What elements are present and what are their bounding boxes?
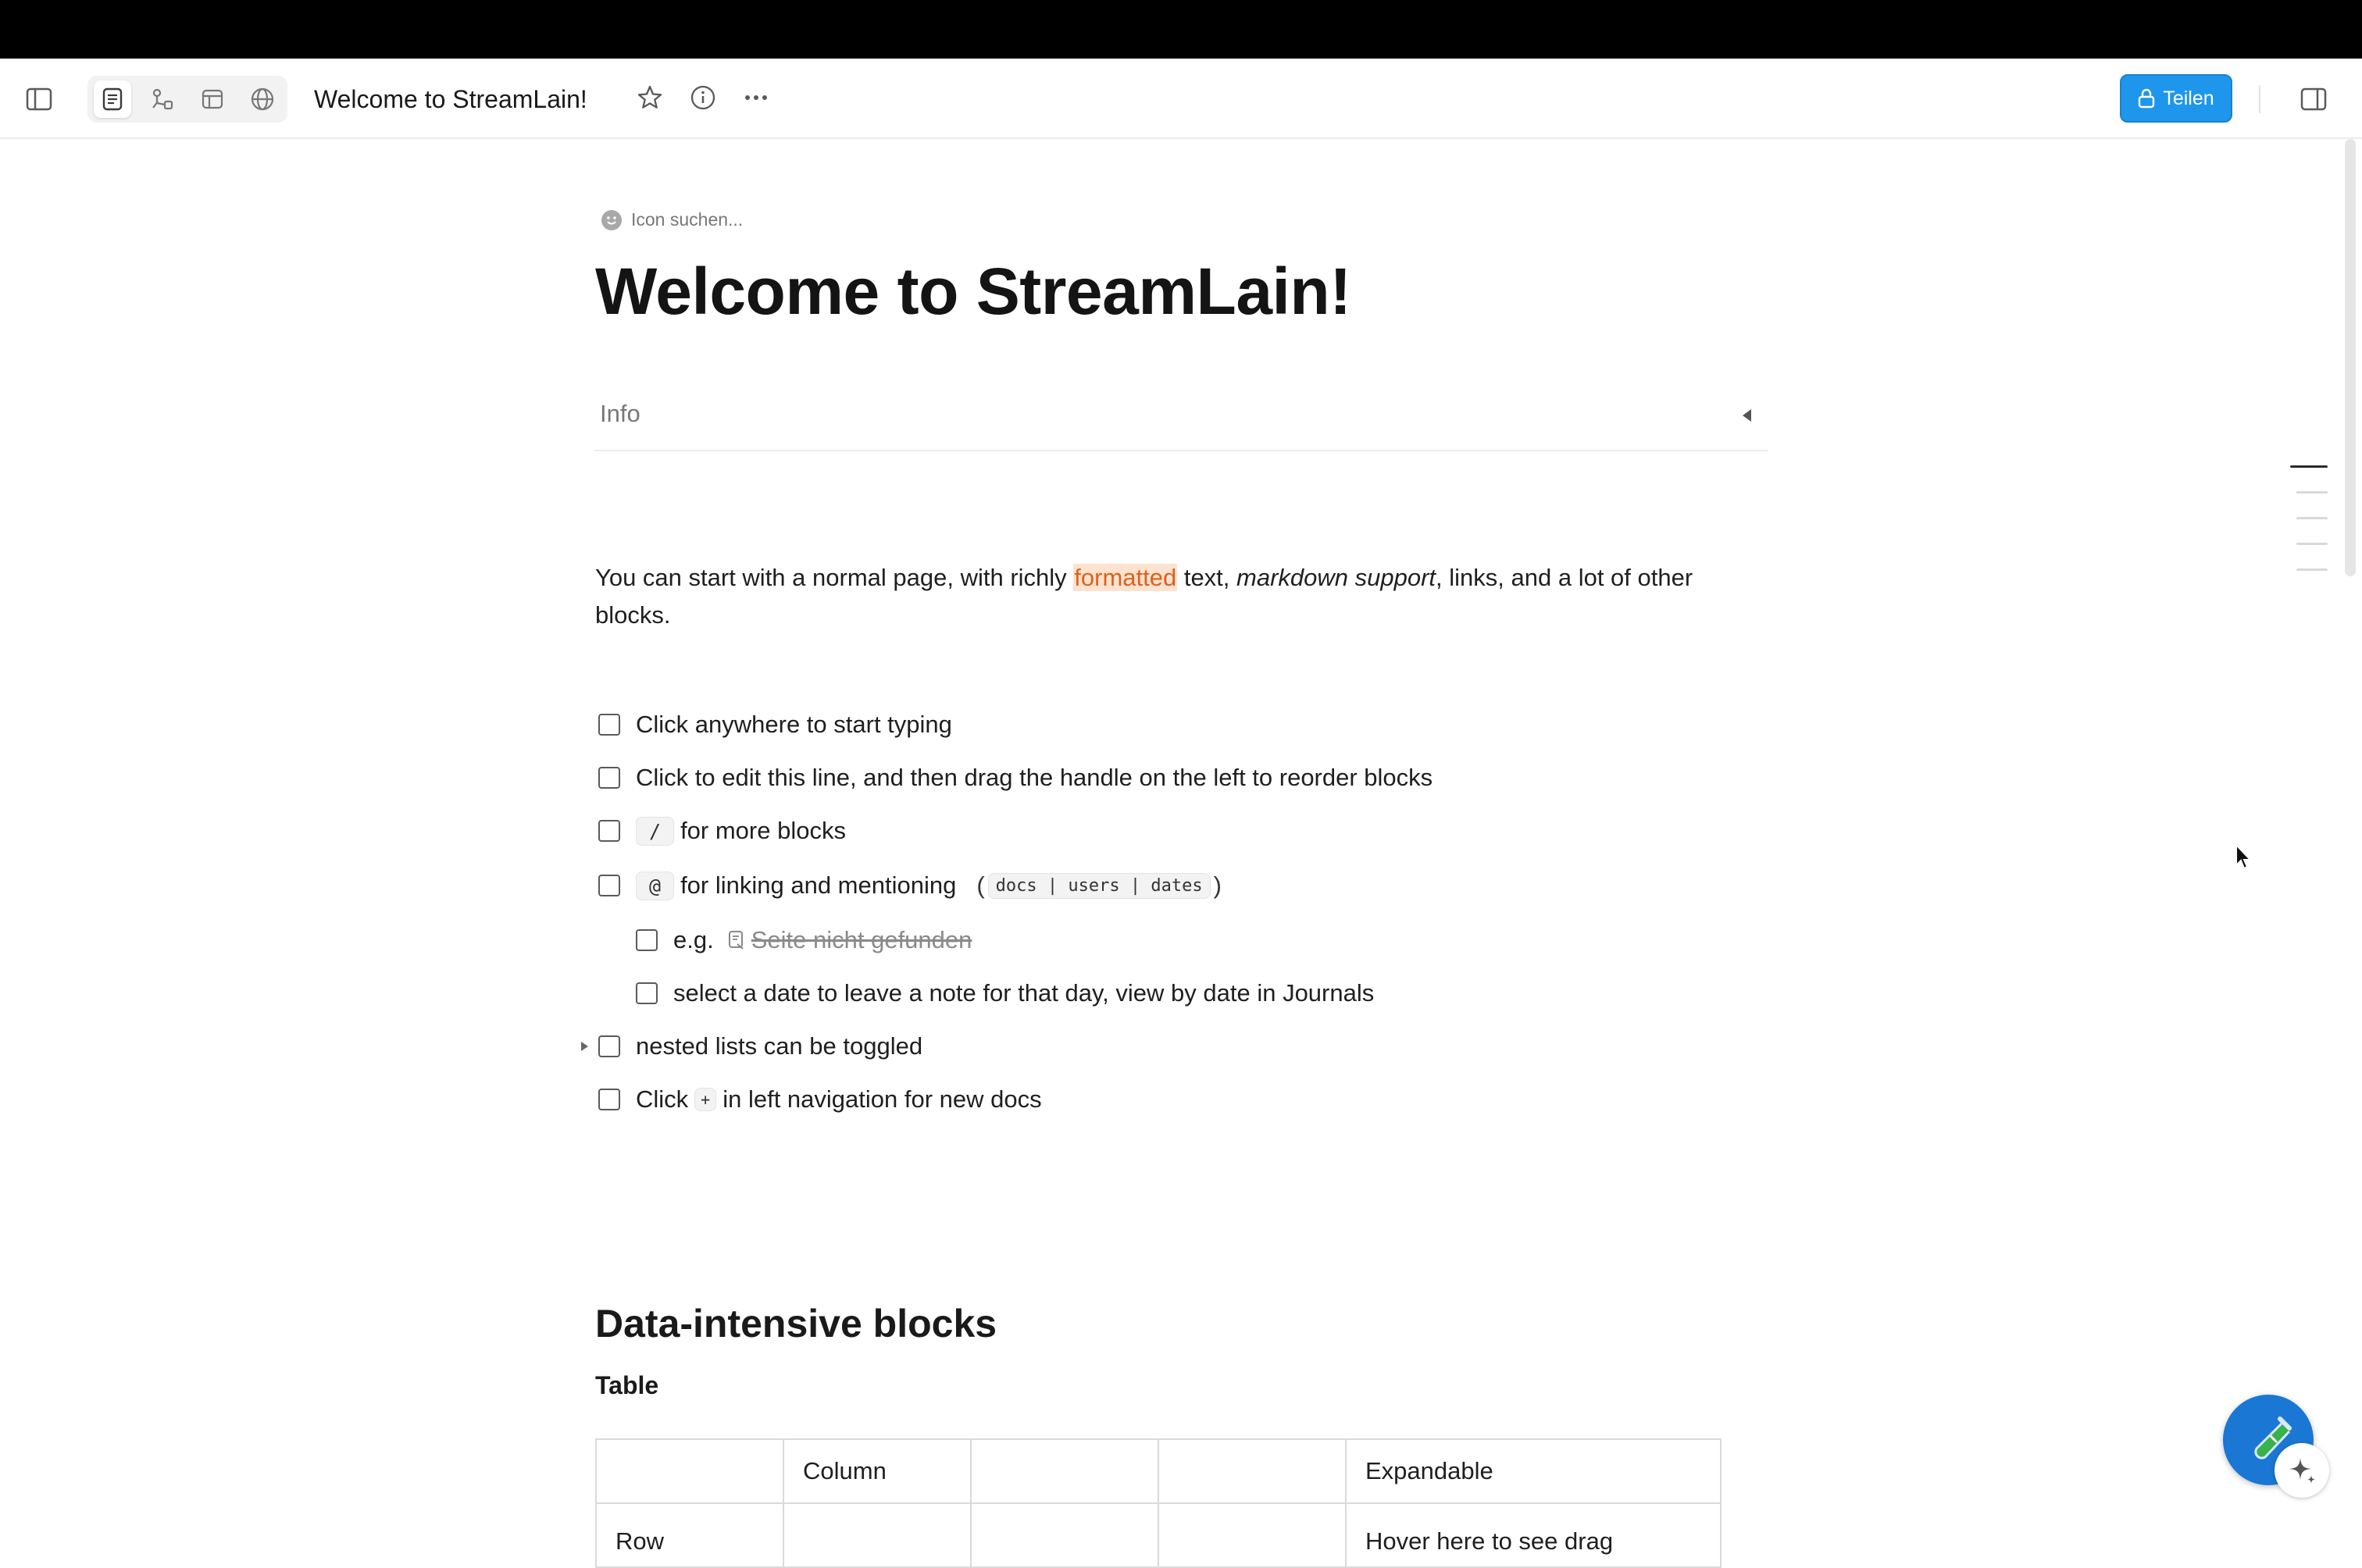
task-text[interactable]: e.g. (673, 926, 714, 953)
table-view-icon[interactable] (194, 80, 231, 118)
table-cell[interactable] (596, 1439, 783, 1503)
page-mode-icon[interactable] (94, 80, 131, 118)
list-item (598, 865, 1225, 906)
share-button-label: Teilen (2163, 87, 2214, 109)
list-item (598, 757, 1433, 798)
info-label: Info (600, 400, 640, 427)
table-row (596, 1503, 1721, 1567)
icon-search-label: Icon suchen... (631, 209, 744, 230)
right-panel-icon[interactable] (2298, 85, 2329, 113)
task-text[interactable]: Click to edit this line, and then drag the handle on the left to reorder blocks (636, 764, 1433, 791)
inline-code: @ (636, 871, 674, 900)
inline-code: + (694, 1088, 716, 1111)
scrollbar-thumb[interactable] (2345, 139, 2356, 576)
info-section-toggle[interactable] (595, 387, 1768, 451)
task-text[interactable]: select a date to leave a note for that day, view by date in Journals (673, 979, 1375, 1007)
list-item (636, 920, 972, 960)
more-icon[interactable] (740, 82, 772, 113)
task-text[interactable]: Click (636, 1085, 689, 1113)
table-row (596, 1439, 1721, 1503)
highlighted-text: formatted (1074, 564, 1177, 591)
inline-code: docs | users | dates (988, 873, 1211, 899)
lock-icon (2138, 88, 2155, 109)
task-checkbox[interactable] (598, 820, 620, 842)
caret-left-icon[interactable] (1743, 409, 1751, 422)
table-cell[interactable] (1158, 1439, 1346, 1503)
paragraph-text: text, (1177, 564, 1237, 591)
mouse-pointer-icon (2234, 843, 2254, 875)
icon-search-button[interactable] (601, 209, 743, 230)
toc-line[interactable] (2296, 491, 2328, 494)
table-of-contents-indicator[interactable] (2290, 465, 2328, 594)
table-cell[interactable]: Expandable (1346, 1439, 1721, 1503)
doc-title[interactable]: Welcome to StreamLain! (314, 85, 587, 113)
task-checkbox[interactable] (598, 714, 620, 736)
task-text[interactable]: Click anywhere to start typing (636, 711, 952, 738)
task-text[interactable]: for more blocks (680, 817, 846, 844)
list-item (598, 704, 952, 745)
table-heading[interactable]: Table (595, 1371, 659, 1399)
toc-line[interactable] (2296, 517, 2328, 519)
globe-icon[interactable] (244, 80, 281, 118)
page-title[interactable]: Welcome to StreamLain! (595, 255, 1351, 328)
table-cell[interactable] (783, 1503, 971, 1567)
toc-line-active[interactable] (2290, 465, 2328, 468)
view-mode-switcher (87, 76, 287, 123)
task-text[interactable]: nested lists can be toggled (636, 1032, 923, 1060)
sparkle-icon (2286, 1455, 2317, 1486)
system-menu-bar (0, 0, 2362, 59)
data-table (595, 1438, 1722, 1568)
task-text[interactable]: in left navigation for new docs (723, 1085, 1042, 1113)
table-cell[interactable] (971, 1439, 1158, 1503)
paren-text: ) (1213, 871, 1222, 899)
linked-doc-icon (728, 930, 745, 950)
table-cell[interactable]: Row (596, 1503, 783, 1567)
info-icon[interactable] (687, 82, 719, 113)
task-text[interactable]: for linking and mentioning (680, 871, 957, 899)
table-cell[interactable] (1158, 1503, 1346, 1567)
toc-line[interactable] (2296, 543, 2328, 545)
list-item (598, 1026, 922, 1067)
task-checkbox[interactable] (636, 929, 658, 951)
sidebar-toggle-icon[interactable] (23, 85, 55, 113)
intro-paragraph[interactable] (595, 559, 1775, 634)
table-cell[interactable] (971, 1503, 1158, 1567)
toggle-arrow-icon[interactable] (581, 1042, 588, 1051)
task-checkbox[interactable] (598, 767, 620, 789)
list-item (598, 811, 846, 851)
inline-code: / (636, 817, 674, 846)
paragraph-text: You can start with a normal page, with richly (595, 564, 1074, 591)
toc-line[interactable] (2296, 568, 2328, 571)
paren-text: ( (976, 871, 985, 899)
table-cell[interactable]: Column (783, 1439, 971, 1503)
task-checkbox[interactable] (598, 875, 620, 896)
list-item (598, 1079, 1042, 1120)
task-checkbox[interactable] (598, 1089, 620, 1110)
table-cell[interactable]: Hover here to see drag (1346, 1503, 1721, 1567)
star-icon[interactable] (634, 82, 665, 113)
toolbar-divider (2259, 85, 2260, 113)
section-heading[interactable]: Data-intensive blocks (595, 1302, 997, 1345)
task-checkbox[interactable] (598, 1035, 620, 1057)
top-toolbar (0, 59, 2362, 139)
share-button[interactable] (2120, 74, 2232, 123)
list-item (636, 973, 1374, 1014)
edgeless-mode-icon[interactable] (144, 80, 181, 118)
italic-text: markdown support (1236, 564, 1436, 591)
sparkle-button[interactable] (2275, 1443, 2329, 1498)
emoji-icon (601, 210, 622, 230)
paragraph-text: , links, and a lot of other blocks. (595, 564, 1693, 629)
broken-doc-link[interactable]: Seite nicht gefunden (751, 926, 972, 953)
task-checkbox[interactable] (636, 982, 658, 1004)
